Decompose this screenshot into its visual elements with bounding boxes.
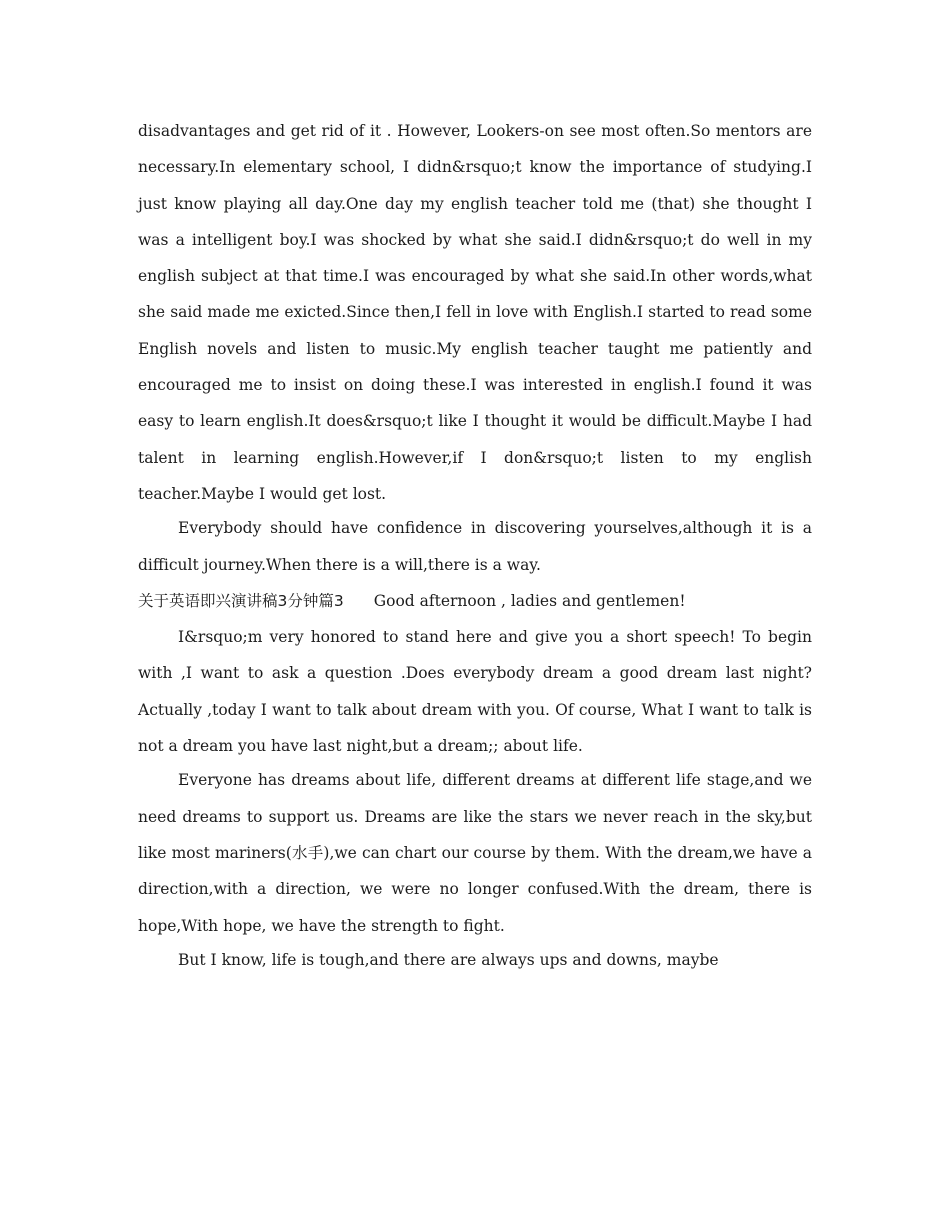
speech-greeting: Good afternoon , ladies and gentlemen! [373,591,686,610]
paragraph-honored: I&rsquo;m very honored to stand here and give you a short speech! To begin with ,I want to ask a question .Does everybody dream a good dream last night? Actually ,today I want to talk about dream with you. Of course, What I want to talk is not a dream you have last night,but a dream;; about life. [138,628,812,756]
paragraph-dreams: Everyone has dreams about life, different dreams at different life stage,and we need dreams to support us. Dreams are like the stars we never reach in the sky,but like most mariners(水手),we can chart our course by them. With the dream,we have a direction,with a direction, we were no longer confused.With the dream, there is hope,With hope, we have the strength to fight. [138,771,812,935]
paragraph-life-tough: But I know, life is tough,and there are always ups and downs, maybe [178,950,719,969]
paragraph-confidence: Everybody should have confidence in discovering yourselves,although it is a difficult journey.When there is a will,there is a way. [138,519,812,574]
document-page [138,113,812,978]
section-heading-row [138,583,812,619]
paragraph-mentors: disadvantages and get rid of it . However, Lookers-on see most often.So mentors are necessary.In elementary school, I didn&rsquo;t know the importance of studying.I just know playing all day.One day my english teacher told me (that) she thought I was a intelligent boy.I was shocked by what she said.I didn&rsquo;t do well in my english subject at that time.I was encouraged by what she said.In other words,what she said made me exicted.Since then,I fell in love with English.I started to read some English novels and listen to music.My english teacher taught me patiently and encouraged me to insist on doing these.I was interested in english.I found it was easy to learn english.It does&rsquo;t like I thought it would be difficult.Maybe I had talent in learning english.However,if I don&rsquo;t listen to my english teacher.Maybe I would get lost. [138,122,812,503]
section-heading: 关于英语即兴演讲稿3分钟篇3 [138,591,344,610]
